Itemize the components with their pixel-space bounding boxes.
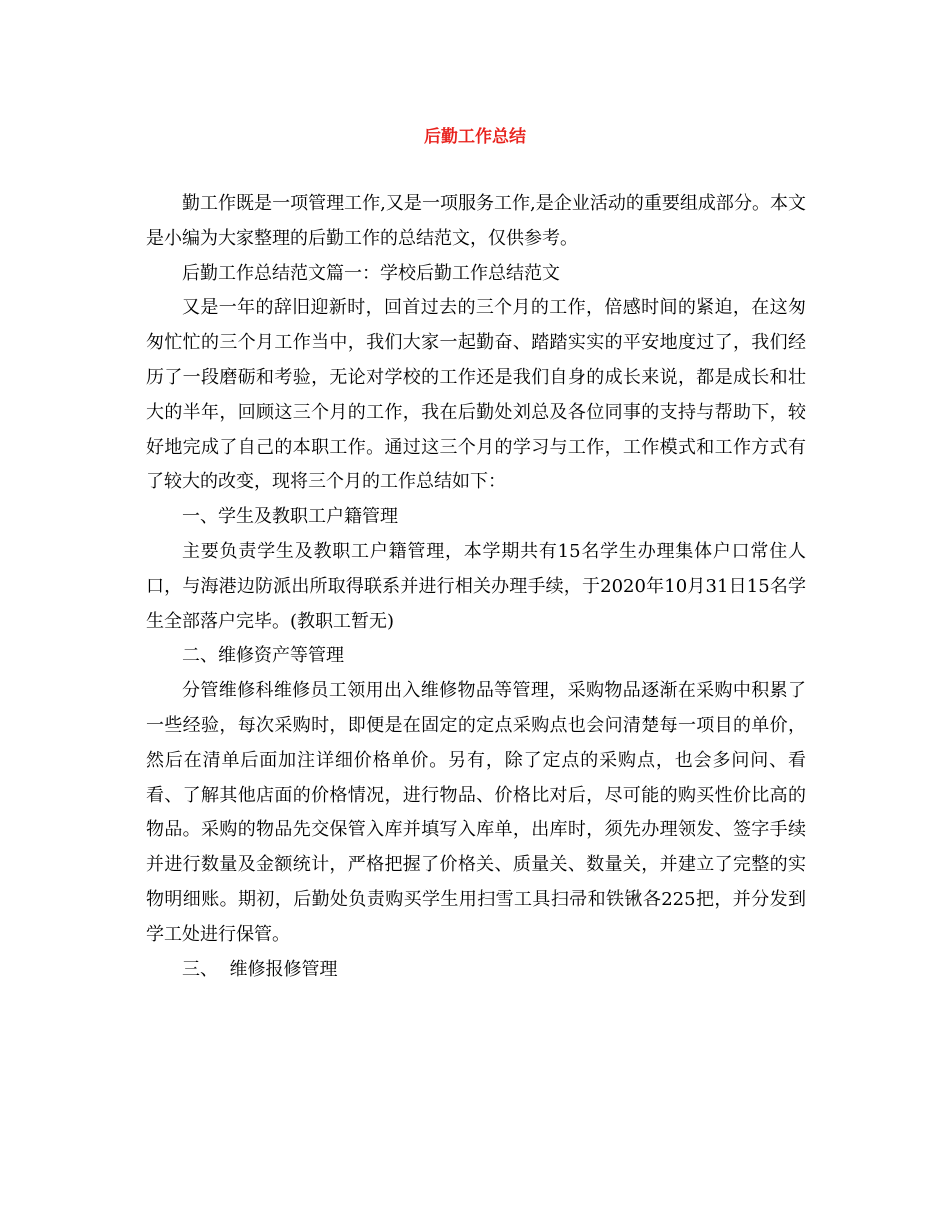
section-heading-household-registration: 一、学生及教职工户籍管理 <box>182 506 398 528</box>
section-heading-essay-one: 后勤工作总结范文篇一：学校后勤工作总结范文 <box>182 262 560 284</box>
maintenance-assets-paragraph: 分管维修科维修员工领用出入维修物品等管理，采购物品逐渐在采购中积累了一些经验，每次采购时，即便是在固定的定点采购点也会问清楚每一项目的单价，然后在清单后面加注详细价格单价。另有，除了定点的采购点，也会多问问、看看、了解其他店面的价格情况，进行物品、价格比对后，尽可能的购买性价比高的物品。采购的物品先交保管入库并填写入库单，出库时，须先办理领发、签字手续并进行数量及金额统计，严格把握了价格关、质量关、数量关，并建立了完整的实物明细账。期初，后勤处负责购买学生用扫雪工具扫帚和铁锹各225把，并分发到学工处进行保管。 <box>146 680 806 945</box>
household-registration-paragraph: 主要负责学生及教职工户籍管理，本学期共有15名学生办理集体户口常住人口，与海港边防派出所取得联系并进行相关办理手续，于2020年10月31日15名学生全部落户完毕。(教职工暂无) <box>146 540 806 632</box>
document-body <box>146 187 806 987</box>
section-heading-maintenance-assets: 二、维修资产等管理 <box>182 645 344 667</box>
summary-paragraph: 又是一年的辞旧迎新时，回首过去的三个月的工作，倍感时间的紧迫，在这匆匆忙忙的三个月工作当中，我们大家一起勤奋、踏踏实实的平安地度过了，我们经历了一段磨砺和考验，无论对学校的工作还是我们自身的成长来说，都是成长和壮大的半年，回顾这三个月的工作，我在后勤处刘总及各位同事的支持与帮助下，较好地完成了自己的本职工作。通过这三个月的学习与工作，工作模式和工作方式有了较大的改变，现将三个月的工作总结如下： <box>146 297 806 493</box>
section-heading-repair-reporting: 三、 维修报修管理 <box>182 958 338 980</box>
intro-paragraph: 勤工作既是一项管理工作,又是一项服务工作,是企业活动的重要组成部分。本文是小编为大家整理的后勤工作的总结范文，仅供参考。 <box>146 193 806 249</box>
document-title: 后勤工作总结 <box>424 127 526 147</box>
